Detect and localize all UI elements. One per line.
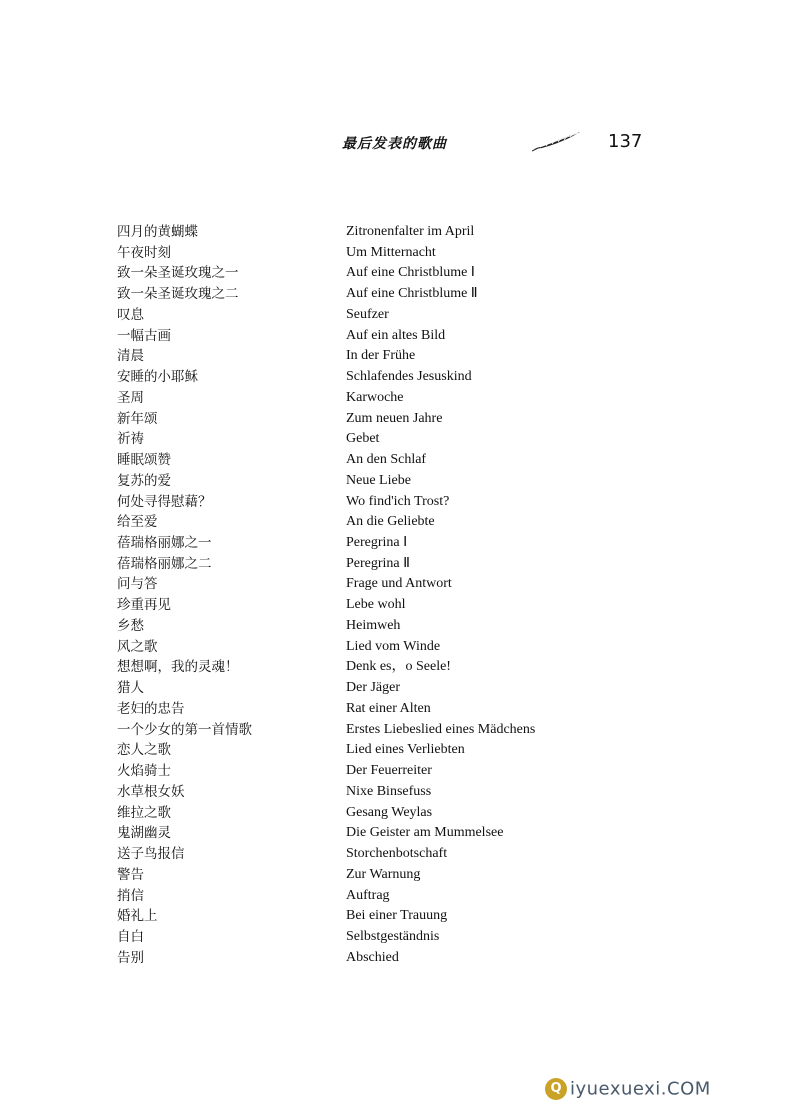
german-title: Storchenbotschaft (346, 846, 448, 862)
german-title: Der Feuerreiter (346, 763, 432, 779)
chinese-title: 一个少女的第一首情歌 (117, 721, 252, 738)
german-title: Peregrina Ⅰ (346, 535, 408, 551)
list-item (0, 326, 794, 347)
german-title: Die Geister am Mummelsee (346, 825, 504, 841)
list-item (0, 346, 794, 367)
list-item (0, 699, 794, 720)
chinese-title: 睡眠颂赞 (117, 452, 171, 469)
german-title: Der Jäger (346, 680, 401, 696)
chinese-title: 火焰骑士 (117, 763, 171, 780)
chinese-title: 复苏的爱 (117, 472, 171, 489)
german-title: Gebet (346, 431, 380, 447)
german-title: Lebe wohl (346, 597, 406, 613)
list-item (0, 595, 794, 616)
list-item (0, 657, 794, 678)
list-item (0, 554, 794, 575)
chinese-title: 何处寻得慰藉？ (117, 493, 212, 510)
list-item (0, 948, 794, 969)
chinese-title: 致一朵圣诞玫瑰之一 (117, 265, 239, 282)
german-title: Heimweh (346, 617, 401, 633)
german-title: Peregrina Ⅱ (346, 555, 411, 571)
chinese-title: 珍重再见 (117, 597, 171, 614)
chinese-title: 乡愁 (117, 617, 144, 634)
list-item (0, 616, 794, 637)
list-item (0, 782, 794, 803)
list-item (0, 367, 794, 388)
german-title: Rat einer Alten (346, 700, 431, 716)
german-title: Um Mitternacht (346, 244, 436, 260)
chinese-title: 维拉之歌 (117, 804, 171, 821)
german-title: Lied eines Verliebten (346, 742, 465, 758)
list-item (0, 471, 794, 492)
list-item (0, 284, 794, 305)
chinese-title: 送子鸟报信 (117, 846, 185, 863)
chinese-title: 蓓瑞格丽娜之二 (117, 555, 212, 572)
list-item (0, 574, 794, 595)
watermark-logo-icon: Q (545, 1078, 567, 1100)
german-title: Auf eine Christblume Ⅱ (346, 286, 478, 302)
chinese-title: 猎人 (117, 680, 144, 697)
list-item (0, 865, 794, 886)
chinese-title: 风之歌 (117, 638, 158, 655)
list-item (0, 637, 794, 658)
chinese-title: 告别 (117, 949, 144, 966)
watermark-text: iyuexuexi.COM (570, 1078, 711, 1100)
chinese-title: 给至爱 (117, 514, 158, 531)
list-item (0, 222, 794, 243)
german-title: Seufzer (346, 306, 389, 322)
german-title: Karwoche (346, 389, 404, 405)
german-title: Gesang Weylas (346, 804, 433, 820)
german-title: Bei einer Trauung (346, 908, 448, 924)
chinese-title: 清晨 (117, 348, 144, 365)
list-item (0, 720, 794, 741)
chinese-title: 问与答 (117, 576, 158, 593)
chinese-title: 致一朵圣诞玫瑰之二 (117, 286, 239, 303)
chinese-title: 想想啊，我的灵魂！ (117, 659, 239, 676)
list-item (0, 492, 794, 513)
list-item (0, 886, 794, 907)
chinese-title: 一幅古画 (117, 327, 171, 344)
page-number: 137 (608, 131, 643, 152)
list-item (0, 823, 794, 844)
list-item (0, 305, 794, 326)
german-title: Abschied (346, 949, 399, 965)
chinese-title: 婚礼上 (117, 908, 158, 925)
german-title: Auf ein altes Bild (346, 327, 446, 343)
german-title: Zur Warnung (346, 866, 421, 882)
list-item (0, 927, 794, 948)
list-item (0, 243, 794, 264)
chinese-title: 水草根女妖 (117, 783, 185, 800)
german-title: Zitronenfalter im April (346, 224, 475, 239)
german-title: Auftrag (346, 887, 390, 903)
list-item (0, 844, 794, 865)
list-item (0, 450, 794, 471)
list-item (0, 906, 794, 927)
list-item (0, 388, 794, 409)
chinese-title: 自白 (117, 928, 144, 945)
list-item (0, 409, 794, 430)
feather-icon (532, 130, 582, 152)
chinese-title: 祈祷 (117, 431, 144, 448)
list-item (0, 761, 794, 782)
chinese-title: 四月的黄蝴蝶 (117, 224, 198, 240)
chinese-title: 老妇的忠告 (117, 700, 185, 717)
german-title: An den Schlaf (346, 452, 427, 468)
list-item (0, 512, 794, 533)
german-title: Nixe Binsefuss (346, 783, 432, 799)
list-item (0, 803, 794, 824)
german-title: Zum neuen Jahre (346, 410, 443, 426)
song-title-list (0, 222, 794, 968)
chinese-title: 鬼湖幽灵 (117, 825, 171, 842)
german-title: An die Geliebte (346, 514, 435, 530)
list-item (0, 263, 794, 284)
chinese-title: 新年颂 (117, 410, 158, 427)
german-title: Selbstgeständnis (346, 928, 440, 944)
chinese-title: 圣周 (117, 389, 144, 406)
german-title: In der Frühe (346, 348, 416, 364)
running-header (342, 128, 662, 160)
chinese-title: 安睡的小耶稣 (117, 369, 198, 386)
german-title: Neue Liebe (346, 472, 411, 488)
german-title: Auf eine Christblume Ⅰ (346, 265, 475, 281)
chinese-title: 捎信 (117, 887, 144, 904)
german-title: Denk es，o Seele! (346, 659, 451, 675)
chinese-title: 午夜时刻 (117, 244, 171, 261)
list-item (0, 740, 794, 761)
chinese-title: 警告 (117, 866, 144, 883)
german-title: Erstes Liebeslied eines Mädchens (346, 721, 536, 737)
german-title: Lied vom Winde (346, 638, 441, 654)
german-title: Wo find'ich Trost? (346, 493, 450, 509)
german-title: Frage und Antwort (346, 576, 452, 592)
chinese-title: 恋人之歌 (117, 742, 171, 759)
site-watermark (545, 1078, 711, 1104)
german-title: Schlafendes Jesuskind (346, 369, 472, 385)
chapter-title: 最后发表的歌曲 (342, 136, 447, 152)
list-item (0, 429, 794, 450)
chinese-title: 蓓瑞格丽娜之一 (117, 535, 212, 552)
chinese-title: 叹息 (117, 306, 144, 323)
list-item (0, 678, 794, 699)
list-item (0, 533, 794, 554)
